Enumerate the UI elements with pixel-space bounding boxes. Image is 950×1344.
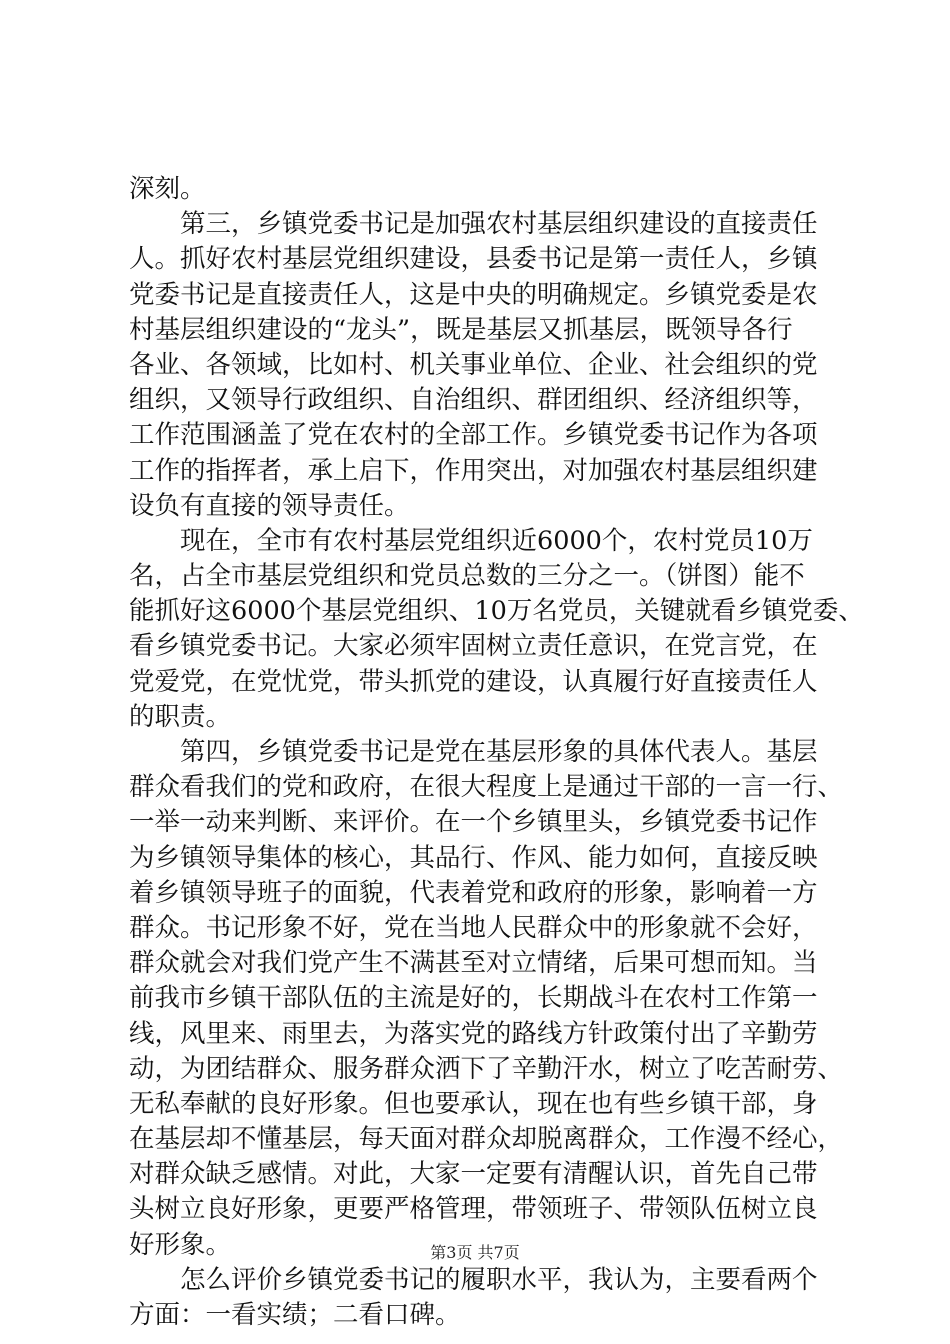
text-line: 无私奉献的良好形象。但也要承认，现在也有些乡镇干部，身 <box>129 1088 818 1119</box>
text-line: 工作范围涵盖了党在农村的全部工作。乡镇党委书记作为各项 <box>129 420 818 451</box>
text-line: 第四，乡镇党委书记是党在基层形象的具体代表人。基层 <box>129 737 818 767</box>
text-line: 动，为团结群众、服务群众洒下了辛勤汗水，树立了吃苦耐劳、 <box>129 1053 844 1084</box>
text-line: 好形象。 <box>129 1229 232 1260</box>
text-line: 为乡镇领导集体的核心，其品行、作风、能力如何，直接反映 <box>129 842 818 873</box>
text-line: 的职责。 <box>129 701 232 732</box>
text-line: 能抓好这6000个基层党组织、10万名党员，关键就看乡镇党委、 <box>129 596 864 627</box>
text-line: 线，风里来、雨里去，为落实党的路线方针政策付出了辛勤劳 <box>129 1018 818 1049</box>
text-line: 深刻。 <box>129 174 206 204</box>
text-line: 头树立良好形象，更要严格管理，带领班子、带领队伍树立良 <box>129 1194 818 1225</box>
text-line: 着乡镇领导班子的面貌，代表着党和政府的形象，影响着一方 <box>129 877 818 908</box>
text-line: 群众就会对我们党产生不满甚至对立情绪，后果可想而知。当 <box>129 948 818 979</box>
text-line: 对群众缺乏感情。对此，大家一定要有清醒认识，首先自己带 <box>129 1159 818 1190</box>
text-line: 名，占全市基层党组织和党员总数的三分之一。（饼图）能不 <box>129 561 805 592</box>
text-line: 一举一动来判断、来评价。在一个乡镇里头，乡镇党委书记作 <box>129 807 818 838</box>
text-line: 现在，全市有农村基层党组织近6000个，农村党员10万 <box>129 525 813 556</box>
text-line: 设负有直接的领导责任。 <box>129 490 410 521</box>
text-line: 方面：一看实绩；二看口碑。 <box>129 1300 461 1330</box>
text-line: 党爱党，在党忧党，带头抓党的建设，认真履行好直接责任人 <box>129 666 818 697</box>
body-text <box>129 172 864 1333</box>
text-line: 各业、各领域，比如村、机关事业单位、企业、社会组织的党 <box>129 349 818 380</box>
text-line: 前我市乡镇干部队伍的主流是好的，长期战斗在农村工作第一 <box>129 983 818 1014</box>
text-line: 党委书记是直接责任人，这是中央的明确规定。乡镇党委是农 <box>129 279 818 310</box>
text-line: 人。抓好农村基层党组织建设，县委书记是第一责任人，乡镇 <box>129 244 818 275</box>
page-number-footer: 第3页 共7页 <box>430 1243 520 1262</box>
text-line: 群众看我们的党和政府，在很大程度上是通过干部的一言一行、 <box>129 772 844 803</box>
text-line: 村基层组织建设的“龙头”，既是基层又抓基层，既领导各行 <box>129 314 793 345</box>
text-line: 第三，乡镇党委书记是加强农村基层组织建设的直接责任 <box>129 209 818 240</box>
text-line: 群众。书记形象不好，党在当地人民群众中的形象就不会好， <box>129 912 818 943</box>
text-line: 在基层却不懂基层，每天面对群众却脱离群众，工作漫不经心， <box>129 1124 844 1155</box>
text-line: 看乡镇党委书记。大家必须牢固树立责任意识，在党言党，在 <box>129 631 818 662</box>
text-line: 组织，又领导行政组织、自治组织、群团组织、经济组织等， <box>129 385 818 416</box>
text-line: 怎么评价乡镇党委书记的履职水平，我认为，主要看两个 <box>129 1264 818 1295</box>
text-line: 工作的指挥者，承上启下，作用突出，对加强农村基层组织建 <box>129 455 818 486</box>
